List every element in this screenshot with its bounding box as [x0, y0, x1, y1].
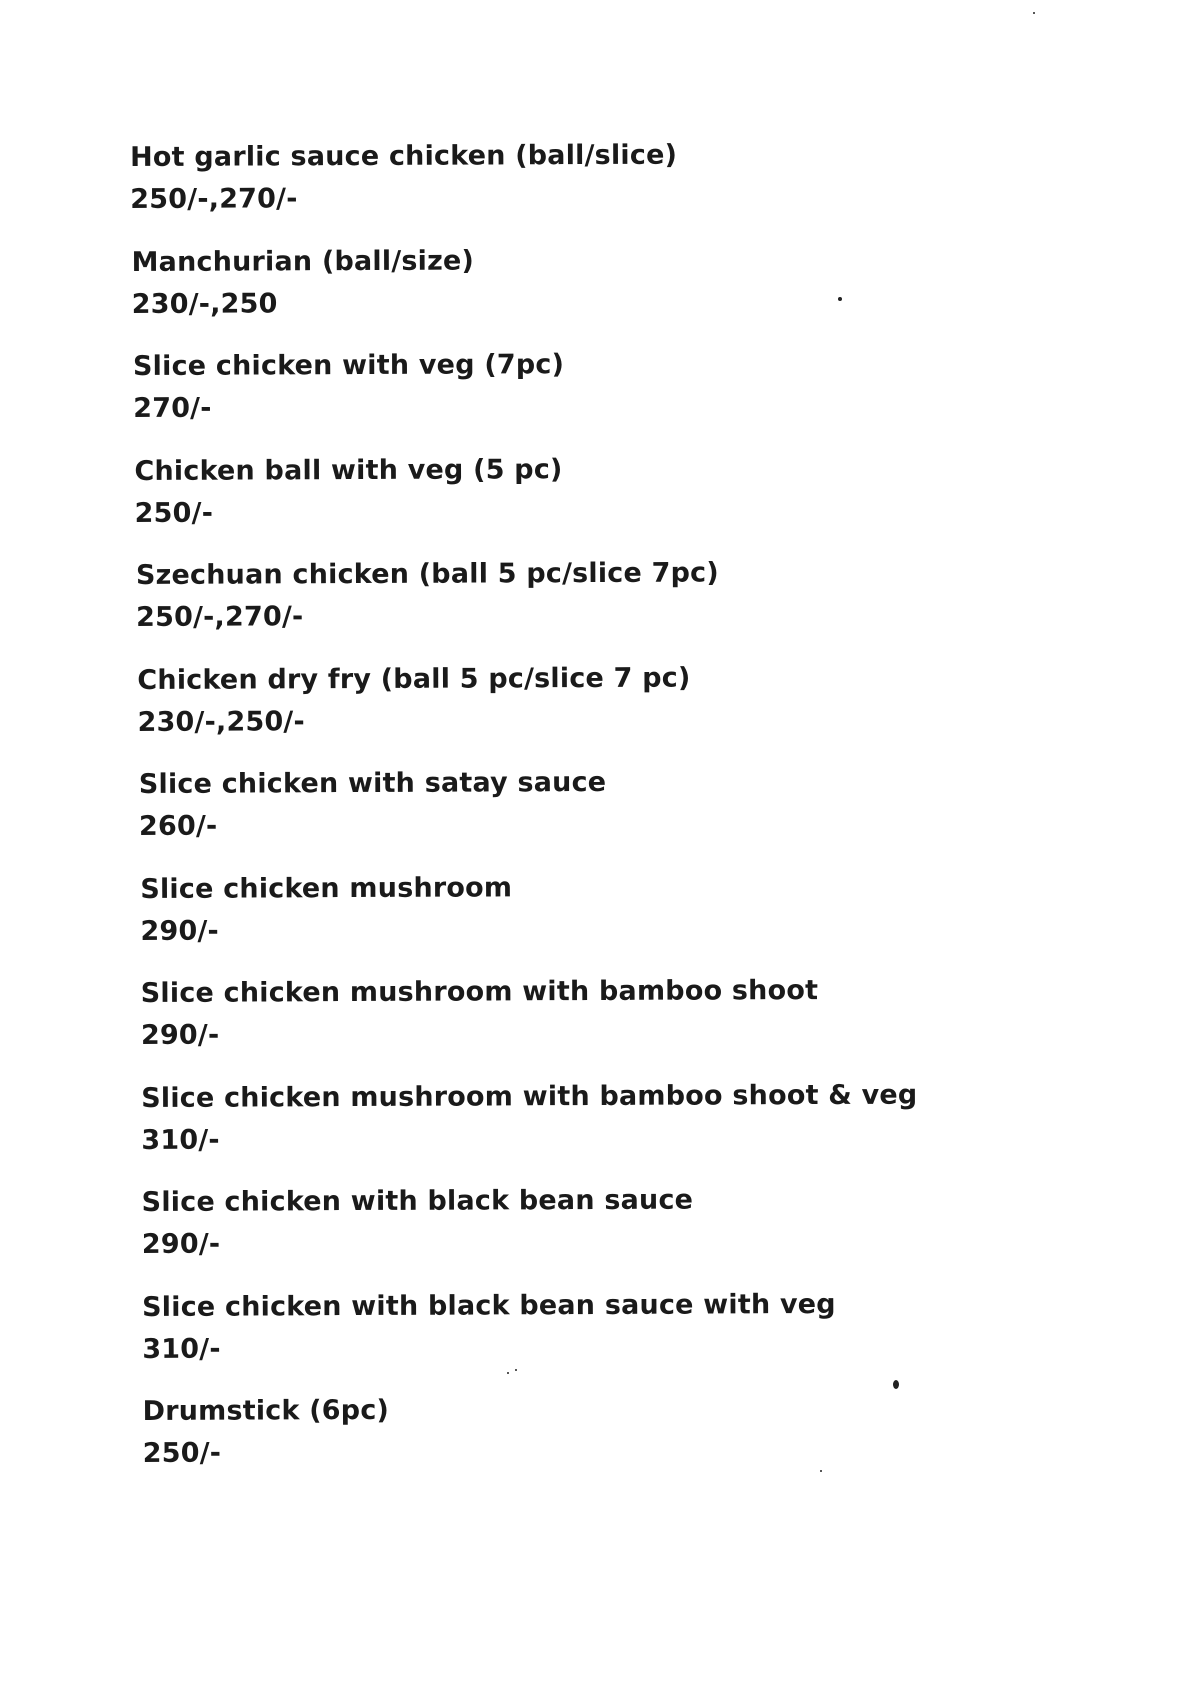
item-price: 310/- — [141, 1124, 220, 1156]
item-price: 290/- — [140, 915, 219, 947]
scan-speck — [507, 1372, 509, 1374]
item-price: 250/-,270/- — [130, 183, 298, 215]
item-price: 250/- — [134, 497, 214, 529]
item-name: Hot garlic sauce chicken (ball/slice) — [130, 139, 678, 173]
item-name: Slice chicken with satay sauce — [138, 766, 607, 800]
menu-item-chicken-dry-fry — [137, 657, 1032, 765]
item-name: Slice chicken mushroom with bamboo shoot — [140, 975, 819, 1009]
menu-item-slice-chicken-mushroom-bamboo — [141, 970, 1034, 1078]
menu-item-slice-chicken-mushroom-bamboo-veg — [141, 1075, 1034, 1183]
item-price: 290/- — [140, 1019, 220, 1051]
menu-item-slice-chicken-black-bean — [142, 1179, 1035, 1287]
item-name: Slice chicken with veg (7pc) — [132, 349, 565, 382]
item-name: Manchurian (ball/size) — [131, 245, 475, 278]
item-name: Slice chicken mushroom — [140, 871, 513, 905]
menu-item-drumstick — [142, 1388, 1035, 1496]
menu-item-szechuan-chicken — [136, 552, 1032, 660]
scan-speck — [515, 1369, 517, 1371]
item-price: 310/- — [142, 1333, 221, 1365]
item-name: Chicken ball with veg (5 pc) — [134, 453, 563, 487]
item-name: Slice chicken with black bean sauce — [141, 1184, 694, 1218]
item-name: Chicken dry fry (ball 5 pc/slice 7 pc) — [137, 662, 691, 696]
scan-speck — [893, 1380, 899, 1389]
item-name: Slice chicken mushroom with bamboo shoot & veg — [141, 1079, 918, 1114]
menu-item-slice-chicken-satay — [139, 761, 1033, 869]
menu-item-slice-chicken-black-bean-veg — [142, 1284, 1035, 1392]
item-price: 290/- — [141, 1228, 221, 1260]
menu-item-hot-garlic-sauce-chicken — [130, 134, 1030, 242]
scan-speck — [838, 297, 842, 301]
item-price: 250/-,270/- — [136, 601, 304, 633]
item-price: 230/-,250/- — [137, 705, 305, 738]
menu-item-manchurian — [131, 239, 1030, 347]
scan-speck — [1033, 12, 1035, 14]
menu-item-chicken-ball-with-veg — [134, 448, 1031, 556]
menu-item-slice-chicken-mushroom — [140, 866, 1033, 974]
menu-item-slice-chicken-with-veg — [133, 343, 1031, 451]
item-price: 260/- — [138, 810, 218, 842]
scan-speck — [820, 1470, 822, 1472]
item-name: Slice chicken with black bean sauce with veg — [142, 1288, 836, 1323]
item-name: Drumstick (6pc) — [142, 1394, 390, 1427]
menu-list — [130, 134, 1036, 1496]
item-price: 230/-,250 — [131, 287, 278, 320]
item-price: 270/- — [133, 392, 212, 424]
item-name: Szechuan chicken (ball 5 pc/slice 7pc) — [135, 557, 719, 591]
item-price: 250/- — [142, 1437, 222, 1469]
